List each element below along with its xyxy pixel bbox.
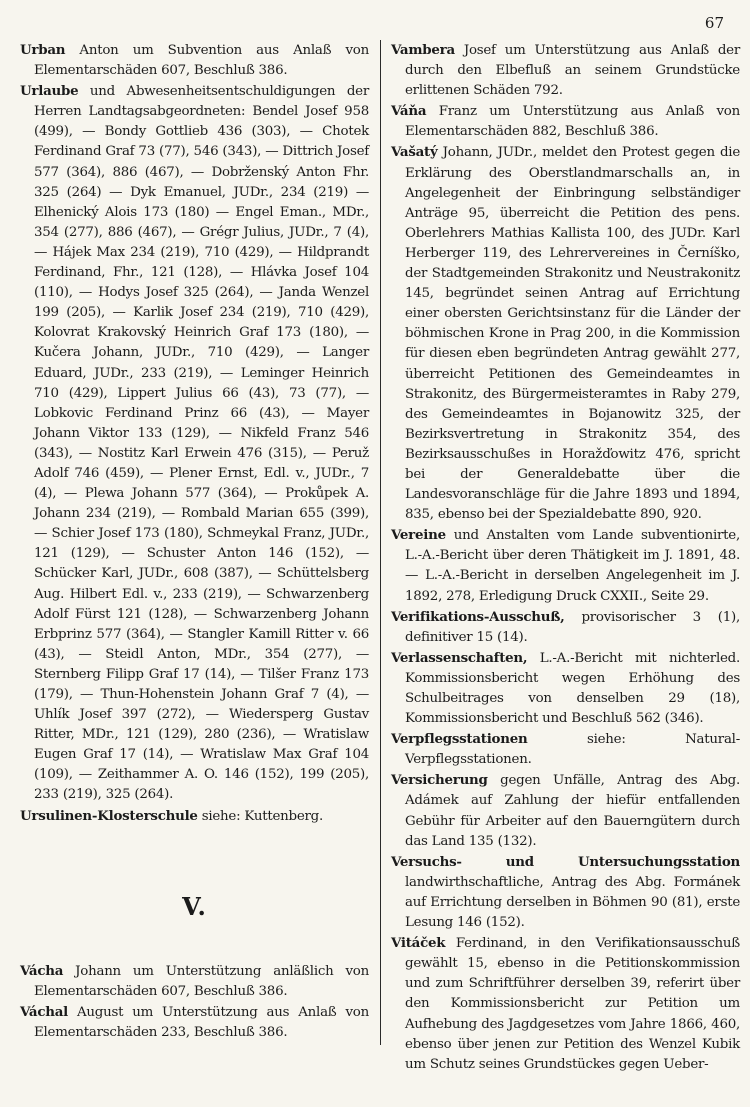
entry-headword: Vambera	[391, 42, 455, 58]
index-entry-vambera	[391, 40, 740, 101]
index-entry-versuchsstation	[391, 852, 740, 933]
entry-headword: Vereine	[391, 527, 446, 544]
entry-text: Ferdinand, in den Verifikationsausschuß gewählt 15, ebenso in die Petitionskommission und zum Schriftführer derselben 39, referirt über den Kommissionsbericht zur Petition um Aufhebung des Jagdgesetzes vom Jahre 1866, 460, ebenso über jenen zur Petition des Wenzel Kubik um Schutz seines Grundstückes gegen Ueber-	[405, 936, 740, 1072]
left-column	[20, 40, 369, 1043]
index-entry-vereine	[391, 525, 740, 606]
entry-text: L.-A.-Bericht mit nichterled. Kommissionsbericht wegen Erhöhung des Schulbeitrages von denselben 29 (18), Kommissionsbericht und Beschluß 562 (346).	[405, 650, 740, 727]
entry-text: Anton um Subvention aus Anlaß von Elementarschäden 607, Beschluß 386.	[34, 43, 369, 79]
entry-text: gegen Unfälle, Antrag des Abg. Adámek auf Zahlung der hiefür entfallenden Gebühr für Arbeiter auf den Bauerngütern durch das Land 135 (132).	[405, 773, 740, 849]
index-entry-verifikations-ausschuss	[391, 607, 740, 648]
index-entry-vitacek	[391, 933, 740, 1075]
index-entry-versicherung	[391, 770, 740, 851]
entry-headword: Versuchs- und Untersuchungsstation	[391, 853, 740, 870]
index-entry-vacha	[20, 961, 369, 1002]
entry-text: siehe: Natural-Verpflegsstationen.	[405, 732, 740, 768]
entry-text: und Anstalten vom Lande subventionirte, L.-A.-Bericht über deren Thätigkeit im J. 1891, 48. — L.-A.-Bericht in derselben Angelegenheit im J. 1892, 278, Erledigung Druck CXXII., Seite 29.	[405, 528, 740, 604]
entry-text: Johann um Unterstützung anläßlich von Elementarschäden 607, Beschluß 386.	[34, 963, 369, 999]
entry-headword: Váchal	[20, 1003, 68, 1020]
entry-headword: Vitáček	[391, 935, 446, 952]
index-entry-verpflegsstationen	[391, 729, 740, 770]
entry-text: und Abwesenheitsentschuldigungen der Herren Landtagsabgeordneten: Bendel Josef 958 (499), — Bondy Gottlieb 436 (303), — Chotek Ferdinand Graf 73 (77), 546 (343), — Dittrich Josef 577 (364), 886 (467), — Dobrženský Anton Fhr. 325 (264) — Dyk Emanuel, JUDr., 234 (219) — Elhenický Alois 173 (180) — Engel Eman., MDr., 354 (277), 886 (467), — Grégr Julius, JUDr., 7 (4), — Hájek Max 234 (219), 710 (429), — Hildprandt Ferdinand, Fhr., 121 (128), — Hlávka Josef 104 (110), — Hodys Josef 325 (264), — Janda Wenzel 199 (205), — Karlik Josef 234 (219), 710 (429), Kolovrat Krakovský Heinrich Graf 173 (180), — Kučera Johann, JUDr., 710 (429), — Langer Eduard, JUDr., 233 (219), — Leminger Heinrich 710 (429), Lippert Julius 66 (43), 73 (77), — Lobkovic Ferdinand Prinz 66 (43), — Mayer Johann Viktor 133 (129), — Nikfeld Franz 546 (343), — Nostitz Karl Erwein 476 (315), — Peruž Adolf 746 (459), — Plener Ernst, Edl. v., JUDr., 7 (4), — Plewa Johann 577 (364), — Prokůpek A. Johann 234 (219), — Rombald Marian 655 (399), — Schier Josef 173 (180), Schmeykal Franz, JUDr., 121 (129), — Schuster Anton 146 (152), — Schücker Karl, JUDr., 608 (387), — Schüttelsberg Aug. Hilbert Edl. v., 233 (219), — Schwarzenberg Adolf Fürst 121 (128), — Schwarzenberg Johann Erbprinz 577 (364), — Stangler Kamill Ritter v. 66 (43), — Steidl Anton, MDr., 354 (277), — Sternberg Filipp Graf 17 (14), — Tilšer Franz 173 (179), — Thun-Hohenstein Johann Graf 7 (4), — Uhlík Josef 397 (272), — Wiedersperg Gustav Ritter, MDr., 121 (129), 280 (236), — Wratislaw Eugen Graf 17 (14), — Wratislaw Max Graf 104 (109), — Zeithammer A. O. 146 (152), 199 (205), 233 (219), 325 (264).	[34, 84, 369, 803]
index-entry-urlaube	[20, 81, 369, 805]
entry-headword: Urban	[20, 42, 66, 58]
column-divider	[380, 40, 381, 1045]
entry-text: landwirthschaftliche, Antrag des Abg. Formánek auf Errichtung derselben in Böhmen 90 (81), erste Lesung 146 (152).	[405, 874, 740, 931]
index-entry-urban	[20, 40, 369, 81]
right-column	[391, 40, 740, 1075]
entry-headword: Urlaube	[20, 83, 79, 100]
index-entry-ursulinen	[20, 806, 369, 827]
entry-headword: Verifikations-Ausschuß,	[391, 608, 565, 625]
entry-headword: Ursulinen-Klosterschule	[20, 807, 198, 824]
entry-headword: Verlassenschaften,	[391, 649, 528, 666]
entry-headword: Vácha	[20, 962, 64, 979]
entry-headword: Verpflegsstationen	[391, 731, 528, 748]
entry-headword: Versicherung	[391, 772, 488, 789]
entry-text: siehe: Kuttenberg.	[197, 808, 323, 824]
entry-text: Johann, JUDr., meldet den Protest gegen die Erklärung des Oberstlandmarschalls an, in Angelegenheit der Einbringung selbständiger Anträge 95, überreicht die Petition des pens. Oberlehrers Mathias Kallista 100, des JUDr. Karl Herberger 119, des Lehrervereines in Černíško, der Stadtgemeinden Strakonitz und Neustrakonitz 145, begründet seinen Antrag auf Errichtung einer obersten Gerichtsinstanz für die Länder der böhmischen Krone in Prag 200, in die Kommission für diesen eben begründeten Antrag gewählt 277, überreicht Petitionen des Gemeindeamtes in Strakonitz, des Bürgermeisteramtes in Raby 279, des Gemeindeamtes in Bojanowitz 325, der Bezirksvertretung in Strakonitz 354, des Bezirksausschußes in Horažďowitz 476, spricht bei der Generaldebatte über die Landesvoranschläge für die Jahre 1893 und 1894, 835, ebenso bei der Spezialdebatte 890, 920.	[405, 145, 740, 523]
entry-text: Josef um Unterstützung aus Anlaß der durch den Elbefluß an seinem Grundstücke erlittenen Schäden 792.	[405, 43, 740, 99]
index-entry-vana	[391, 101, 740, 142]
entry-text: August um Unterstützung aus Anlaß von Elementarschäden 233, Beschluß 386.	[34, 1004, 369, 1041]
entry-headword: Váňa	[391, 103, 427, 120]
index-entry-verlassenschaften	[391, 648, 740, 729]
entry-headword: Vašatý	[391, 144, 438, 161]
entry-text: provisorischer 3 (1), definitiver 15 (14).	[405, 609, 740, 645]
entry-text: Franz um Unterstützung aus Anlaß von Elementarschäden 882, Beschluß 386.	[405, 104, 740, 140]
index-entry-vachal	[20, 1002, 369, 1043]
index-columns	[20, 40, 740, 1095]
letter-heading: V.	[182, 891, 207, 921]
page-number: 67	[704, 14, 724, 32]
index-entry-vasaty	[391, 142, 740, 525]
